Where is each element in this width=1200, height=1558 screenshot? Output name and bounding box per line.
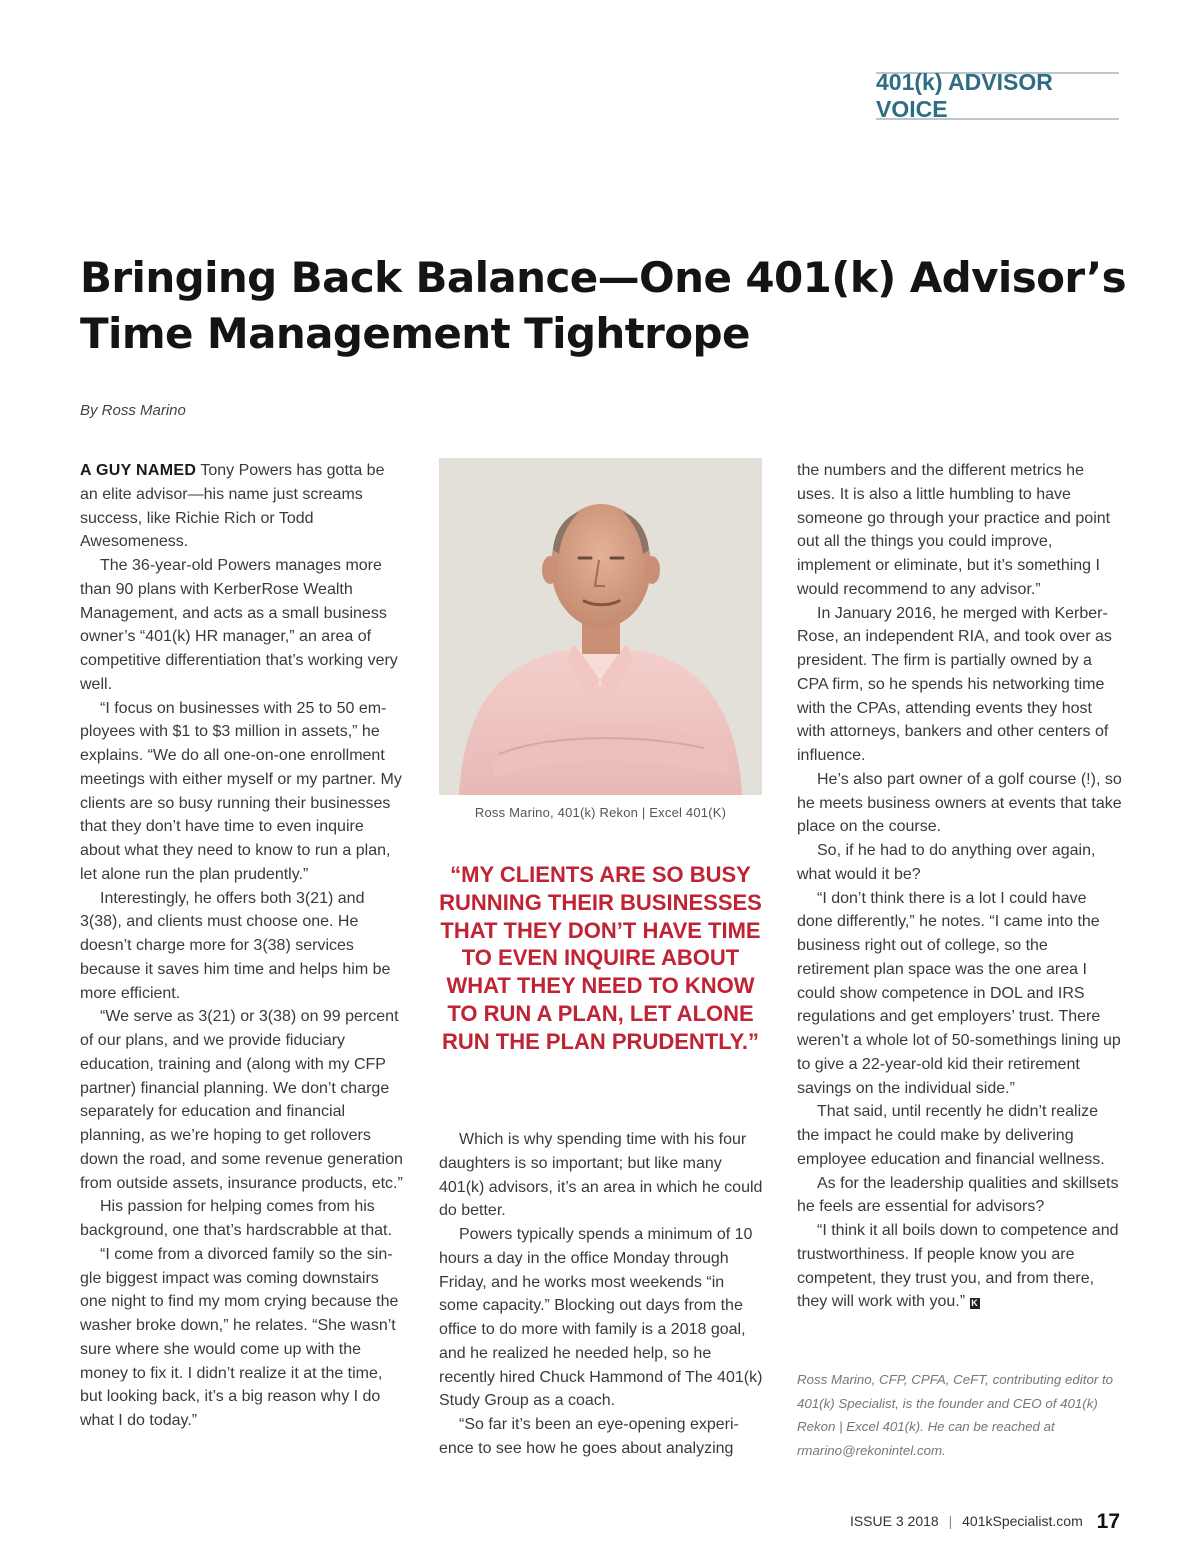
page-footer: [700, 1510, 1120, 1534]
paragraph: “So far it’s been an eye-opening experience to see how he goes about analyzing: [439, 1416, 739, 1457]
article-column-2: [439, 1128, 764, 1461]
paragraph: In January 2016, he merged with KerberRose, an independent RIA, and took over as president. The firm is partially owned by a CPA firm, so he spends his networking time with the CPAs, attending events they host with attorneys, bankers and other centers of influence.: [797, 604, 1112, 764]
photo-caption: Ross Marino, 401(k) Rekon | Excel 401(K): [474, 805, 727, 820]
paragraph: His passion for helping comes from his background, one that’s hardscrabble at that.: [80, 1198, 392, 1239]
headline-line-2: Time Management Tightrope: [80, 309, 750, 358]
footer-year: 2018: [907, 1513, 939, 1529]
paragraph: “I don’t think there is a lot I could have done differently,” he notes. “I came into the business right out of college, so the retirement plan space was the one area I could show competence in DOL and IRS regulations and get employers’ trust. There weren’t a whole lot of 50-somethings lining up to give a 22-year-old kid their retirement savings on the individual side.”: [797, 889, 1121, 1097]
paragraph: So, if he had to do anything over again, what would it be?: [797, 842, 1096, 883]
article-column-3: [797, 459, 1122, 1314]
portrait-illustration: [439, 458, 762, 795]
page-number: 17: [1096, 1510, 1120, 1533]
footer-separator: |: [948, 1513, 953, 1529]
headline-line-1: Bringing Back Balance—One 401(k) Advisor’s: [80, 253, 1127, 302]
paragraph: “I focus on businesses with 25 to 50 employees with $1 to $3 million in assets,” he explains. “We do all one-on-one enrollment meetings with either myself or my partner. My clients are so busy running their businesses that they don’t have time to even inquire about what they need to know to run a plan, let alone run the plan prudently.”: [80, 699, 402, 883]
paragraph: The 36-year-old Powers manages more than 90 plans with KerberRose Wealth Management, and acts as a small business owner’s “401(k) HR manager,” an area of competitive differentiation that’s working very well.: [80, 557, 398, 693]
pull-quote: “MY CLIENTS ARE SO BUSY RUNNING THEIR BUSINESSES THAT THEY DON’T HAVE TIME TO EVEN INQUIRE ABOUT WHAT THEY NEED TO KNOW TO RUN A PLAN, LET ALONE RUN THE PLAN PRUDENTLY.”: [439, 862, 762, 1054]
lead-in: A GUY NAMED: [80, 462, 197, 479]
footer-site: 401kSpecialist.com: [962, 1513, 1083, 1529]
paragraph: Which is why spending time with his four daughters is so important; but like many 401(k) advisors, it’s an area in which he could do better.: [439, 1131, 763, 1220]
headline: [80, 250, 1140, 362]
byline: By Ross Marino: [80, 402, 186, 419]
paragraph: That said, until recently he didn’t realize the impact he could make by delivering employee education and financial wellness.: [797, 1103, 1105, 1168]
author-photo: [439, 458, 762, 795]
paragraph: He’s also part owner of a golf course (!), so he meets business owners at events that take place on the course.: [797, 770, 1122, 836]
paragraph: “I think it all boils down to competence and trustworthiness. If people know you are competent, they trust you, and from there, they will work with you.” K: [797, 1222, 1119, 1311]
paragraph: Powers typically spends a minimum of 10 hours a day in the office Monday through Friday, and he works most weekends “in some capacity.” Blocking out days from the office to do more with family is a 2018 goal, and he realized he needed help, so he recently hired Chuck Hammond of The 401(k) Study Group as a coach.: [439, 1226, 763, 1410]
paragraph: A GUY NAMED Tony Powers has gotta be an elite advisor—his name just screams success, like Richie Rich or Todd Awesomeness.: [80, 462, 385, 551]
paragraph: Interestingly, he offers both 3(21) and 3(38), and clients must choose one. He doesn’t charge more for 3(38) services because it saves him time and helps him be more efficient.: [80, 889, 391, 1002]
paragraph: “We serve as 3(21) or 3(38) on 99 percent of our plans, and we provide fiduciary education, training and (along with my CFP partner) financial planning. We don’t charge separately for education and financial planning, as we’re hoping to get rollovers down the road, and some revenue generation from outside assets, insurance products, etc.”: [80, 1008, 403, 1192]
article-column-1: [80, 459, 405, 1433]
end-mark-icon: K: [971, 1298, 978, 1309]
paragraph: “I come from a divorced family so the single biggest impact was coming downstairs one night to find my mom crying because the washer broke down,” he relates. “She wasn’t sure where she would come up with the money to fix it. I didn’t realize it at the time, but looking back, it’s a big reason why I do what I do today.”: [80, 1245, 399, 1429]
paragraph: the numbers and the different metrics he uses. It is also a little humbling to have someone go through your practice and point out all the things you could improve, implement or eliminate, but it’s something I would recommend to any advisor.”: [797, 462, 1111, 598]
section-tag: 401(k) ADVISOR VOICE: [876, 72, 1119, 120]
paragraph: As for the leadership qualities and skillsets he feels are essential for advisors?: [797, 1174, 1119, 1216]
author-bio: Ross Marino, CFP, CPFA, CeFT, contributing editor to 401(k) Specialist, is the founder and CEO of 401(k) Rekon | Excel 401(k). He can be reached at rmarino@rekonintel.com.: [797, 1372, 1114, 1458]
footer-issue: ISSUE 3: [849, 1513, 904, 1529]
